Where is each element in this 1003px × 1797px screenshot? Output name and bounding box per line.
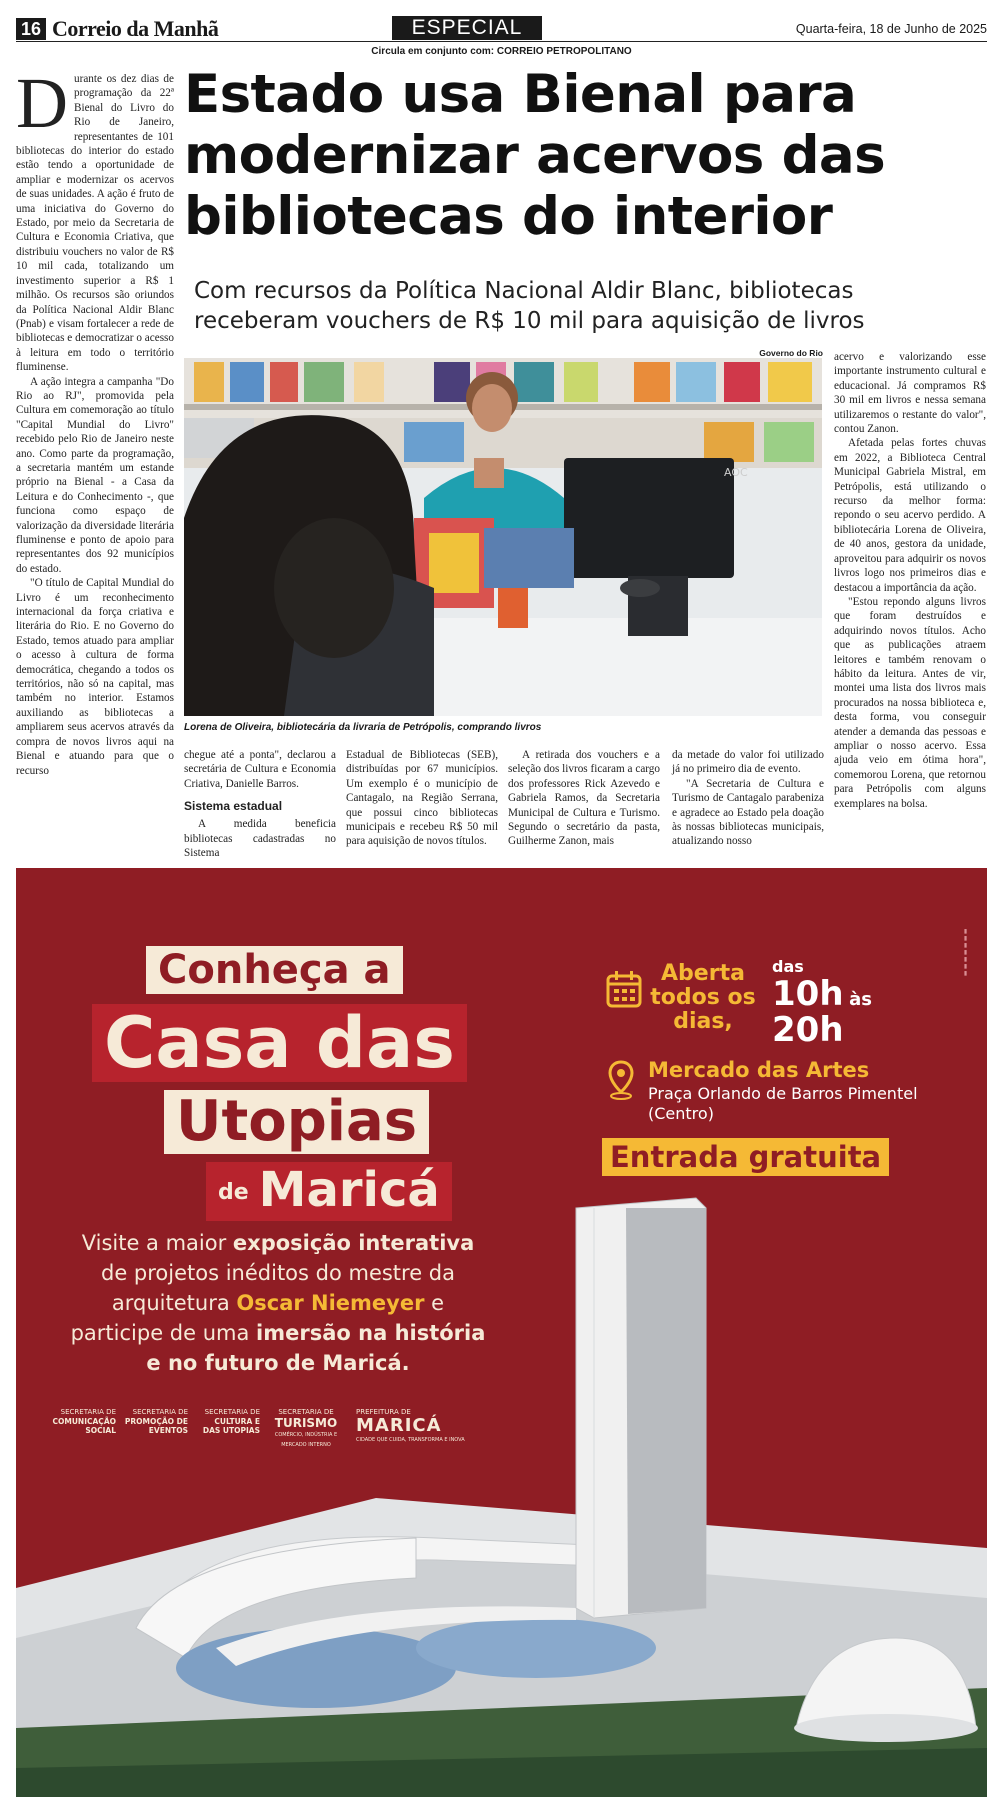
paragraph: chegue até a ponta", declarou a secretária de Cultura e Economia Criativa, Danielle Barros.	[184, 749, 336, 790]
article-photo	[184, 358, 822, 716]
page-header	[16, 16, 987, 42]
bookstore-photo	[184, 358, 822, 716]
ad-title-line-2: Casa das	[92, 1004, 467, 1082]
paragraph: A medida beneficia bibliotecas cadastradas no Sistema	[184, 818, 336, 860]
issue-date: Quarta-feira, 18 de Junho de 2025	[795, 22, 987, 36]
advertisement	[16, 868, 987, 1797]
masthead: Correio da Manhã	[52, 16, 219, 41]
dropcap: D	[16, 63, 68, 143]
visit-text-1: Visite a maior	[81, 1231, 233, 1255]
section-subhead: Sistema estadual	[184, 799, 283, 814]
architecture-model-image	[16, 1168, 987, 1797]
article-column-3	[346, 748, 498, 849]
free-entry-badge: Entrada gratuita	[602, 1138, 889, 1176]
hours-das: das	[772, 957, 804, 976]
article-headline: Estado usa Bienal para modernizar acervos das bibliotecas do interior	[184, 64, 886, 247]
visit-text-niemeyer: Oscar Niemeyer	[236, 1291, 425, 1315]
paragraph: "O título de Capital Mundial do Livro é um reconhecimento internacional da força criativa e literária do Rio. E no Governo do Estado, temos atuado para ampliar o acesso à cultura de forma democrática, chegando a todos os territórios, não só na capital, mas também no interior. Estamos auxiliando as bibliotecas a ampliarem seus acervos através da compra de novos livros aqui na Bienal e atuando para que o recurso	[16, 577, 174, 777]
article-column-5	[672, 748, 824, 849]
article-column-2	[184, 748, 336, 860]
ad-title-line-1: Conheça a	[146, 946, 403, 994]
paragraph: A ação integra a campanha "Do Rio ao RJ", promovida pela Cultura em comemoração ao título "Capital Mundial do Livro" recebido pelo Rio de Janeiro neste ano. Como parte da programação, a secretaria mantém um estande próprio na Bienal - a Casa da Leitura e do Conhecimento -, que funciona como espaço de valorização da diversidade literária fluminense e ponto de apoio para representantes dos 92 municípios do estado.	[16, 375, 174, 575]
hours-as: às	[849, 989, 872, 1010]
logo-turismo: SECRETARIA DE TURISMO COMÉRCIO, INDÚSTRIA E MERCADO INTERNO	[274, 1408, 338, 1448]
logo-eventos: SECRETARIA DE PROMOÇÃO DE EVENTOS	[124, 1408, 188, 1435]
logo-prefeitura-marica: PREFEITURA DE MARICÁ CIDADE QUE CUIDA, TRANSFORMA E INOVA	[356, 1408, 465, 1443]
paragraph: A retirada dos vouchers e a seleção dos livros ficaram a cargo dos professores Rick Azevedo e Gabriela Ramos, da Secretaria Municipal de Cultura e Turismo. Segundo o secretário da pasta, Guilherme Zanon, mais	[508, 749, 660, 848]
hours-end: 20h	[772, 1010, 844, 1050]
monitor-brand: AOC	[724, 466, 748, 479]
section-tag: ESPECIAL	[392, 16, 542, 40]
paragraph: da metade do valor foi utilizado já no primeiro dia de evento.	[672, 749, 824, 776]
photo-credit: Governo do Rio	[759, 348, 823, 358]
ad-title-de: de	[218, 1180, 249, 1205]
paragraph: "Estou repondo alguns livros que foram destruídos e adquirindo novos títulos. Acho que as publicações atraem leitores e também renovam o hábito da leitura. Antes de vir, montei uma lista dos livros mais procurados na nossa biblioteca e, desta forma, vou conseguir atender a demanda das pessoas e ampliar o nosso acervo. Essa ajuda veio em ótima hora", comemorou Lorena, que retornou para Petrópolis com alguns exemplares na bolsa.	[834, 595, 986, 810]
ad-vertical-mark: ▮▮▮▮▮▮▮	[962, 928, 969, 977]
visit-text-6: imersão na história e no futuro de Maricá.	[146, 1321, 486, 1375]
paragraph: urante os dez dias de programação da 22ª Bienal do Livro do Rio de Janeiro, representantes de 101 bibliotecas do interior do estado estão tendo a oportunidade de ampliar e modernizar os acervos de suas unidades. A ação é fruto de uma iniciativa do Governo do Estado, por meio da Secretaria de Cultura e Economia Criativa, que distribuiu vouchers no valor de R$ 10 mil cada, totalizando um investimento superior a R$ 1 milhão. Os recursos são oriundos da Política Nacional Aldir Blanc (Pnab) e visam fortalecer a rede de bibliotecas e democratizar o acesso à leitura em todo o território fluminense.	[16, 73, 174, 374]
ad-title-line-3: Utopias	[164, 1090, 429, 1154]
opening-hours	[604, 957, 964, 1050]
ad-title-marica: Maricá	[258, 1162, 440, 1218]
location-address: Praça Orlando de Barros Pimentel (Centro)	[648, 1084, 918, 1123]
visit-text-2: exposição interativa	[232, 1231, 475, 1255]
hours-start: 10h	[772, 974, 844, 1014]
circulation-note: Circula em conjunto com: CORREIO PETROPOLITANO	[371, 46, 632, 57]
paragraph: Afetada pelas fortes chuvas em 2022, a Biblioteca Central Municipal Gabriela Mistral, em Petrópolis, está utilizando o recurso da melhor forma: repondo o seu acervo perdido. A bibliotecária Lorena de Oliveira, de 40 anos, gestora da unidade, aproveitou para adquirir os novos livros logo nos primeiros dias e destacou a importância da ação.	[834, 437, 986, 594]
open-days-text: Aberta todos os dias,	[650, 961, 756, 1034]
paragraph: "A Secretaria de Cultura e Turismo de Cantagalo parabeniza e agradece ao Estado pela doação às nossas bibliotecas municipais, atualizando nosso	[672, 777, 824, 848]
article-subhead: Com recursos da Política Nacional Aldir Blanc, bibliotecas receberam vouchers de R$ 10 mil para aquisição de livros	[194, 278, 865, 334]
page-number: 16	[16, 18, 46, 40]
location-pin-icon	[608, 1060, 634, 1100]
article-column-4	[508, 748, 660, 849]
hours	[772, 958, 872, 1048]
logo-cultura: SECRETARIA DE CULTURA E DAS UTOPIAS	[202, 1408, 260, 1435]
visit-text-5: e participe de uma	[70, 1291, 445, 1345]
article-column-1	[16, 63, 174, 778]
calendar-icon	[606, 970, 642, 1008]
logo-comunicacao: SECRETARIA DE COMUNICAÇÃO SOCIAL	[52, 1408, 116, 1435]
paragraph: acervo e valorizando esse importante instrumento cultural e educacional. Já compramos R$ 30 mil em livros e nessa semana utilizaremos o restante do valor", contou Zanon.	[834, 351, 986, 436]
location-title: Mercado das Artes	[648, 1058, 870, 1082]
visit-text-3: de projetos inéditos do mestre da arquitetura	[100, 1261, 456, 1315]
photo-caption: Lorena de Oliveira, bibliotecária da livraria de Petrópolis, comprando livros	[184, 722, 542, 733]
article-column-6	[834, 350, 986, 811]
paragraph: Estadual de Bibliotecas (SEB), distribuídas por 67 municípios. Um exemplo é o município de Cantagalo, na Região Serrana, que possui cinco bibliotecas municipais e recebeu R$ 50 mil para aquisição de novos títulos.	[346, 749, 498, 848]
